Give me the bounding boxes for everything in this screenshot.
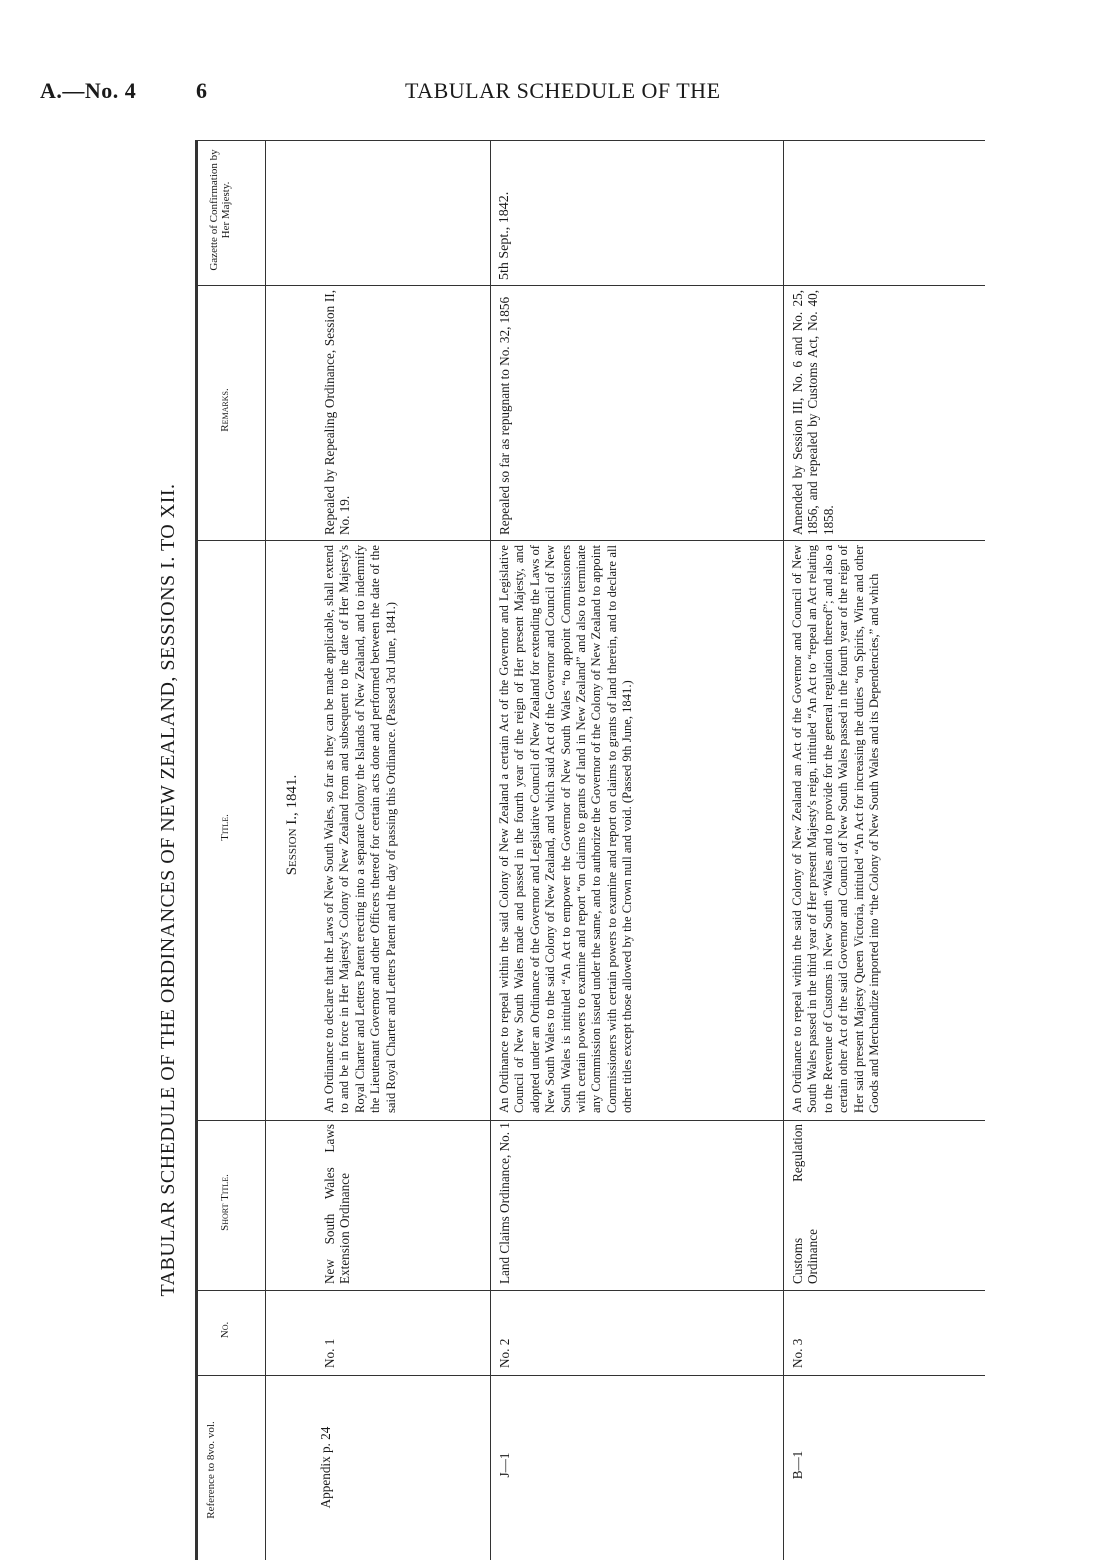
table-title-vertical: TABULAR SCHEDULE OF THE ORDINANCES OF NEW ZEALAND, SESSIONS I. TO XII.: [157, 483, 179, 1297]
row1-title: An Ordinance to declare that the Laws of New South Wales, so far as they can be made applicable, shall extend to and be in force in Her Majesty's Colony of New Zealand from and subsequent to the date of Her Majesty's Royal Charter and Letters Patent erecting into a separate Colony the Islands of New Zealand, and to indemnify the Lieutenant Governor and other Officers thereof for certain acts done and performed between the date of the said Royal Charter and Letters Patent and the day of passing this Ordinance. (Passed 3rd June, 1841.): [322, 545, 398, 1113]
paper-reference: A.—No. 4: [40, 78, 137, 103]
left-heavy-rule: [195, 140, 198, 1560]
row3-remarks: Amended by Session III, No. 6 and No. 25, 1856, and repealed by Customs Act, No. 40, 1858.: [790, 290, 836, 535]
row3-short-title: Customs Regulation Ordinance: [790, 1124, 821, 1284]
rule-short-title: [195, 1120, 985, 1121]
row1-short-title: New South Wales Laws Extension Ordinance: [322, 1124, 353, 1284]
row-divider-2: [783, 140, 784, 1560]
hdr-title: Title.: [219, 814, 231, 841]
hdr-remarks: Remarks.: [219, 388, 231, 432]
row3-title: An Ordinance to repeal within the said Colony of New Zealand an Act of the Governor and Council of New South Wales passed in the third year of Her present Majesty's reign, intituled “An Act to “repeal an Act relating to the Revenue of Customs in New South “Wales and to provide for the general regulation thereof”; and also a certain other Act of the said Governor and Council of New South Wales passed in the fourth year of the reign of Her said present Majesty Queen Victoria, intituled “An Act for increasing the duties “on Spirits, Wine and other Goods and Merchandize imported into “the Colony of New South Wales and its Dependencies,” and which: [790, 545, 882, 1113]
top-rule: [195, 140, 985, 141]
row3-reference: B—1: [790, 1450, 805, 1480]
row2-remarks: Repealed so far as repugnant to No. 32, 1856: [497, 296, 512, 535]
row2-short-title: Land Claims Ordinance, No. 1: [497, 1122, 512, 1284]
row-divider-1: [490, 140, 491, 1560]
row1-reference: Appendix p. 24: [318, 1426, 333, 1509]
rule-ref-no: [195, 1375, 985, 1376]
running-title: TABULAR SCHEDULE OF THE: [405, 78, 721, 103]
header-divider: [265, 140, 266, 1560]
row3-no: No. 3: [790, 1338, 805, 1368]
row2-no: No. 2: [497, 1338, 512, 1368]
rule-no-short: [195, 1290, 985, 1291]
row1-no: No. 1: [322, 1338, 337, 1368]
rule-title-remarks: [195, 540, 985, 541]
page-number: 6: [196, 78, 208, 103]
hdr-gazette: Gazette of Confirmation by Her Majesty.: [208, 149, 232, 271]
hdr-no: No.: [219, 1321, 231, 1339]
row2-gazette: 5th Sept., 1842.: [497, 191, 512, 280]
rule-remarks-gazette: [195, 285, 985, 286]
hdr-reference: Reference to 8vo. vol.: [205, 1421, 217, 1519]
hdr-short-title: Short Title.: [219, 1174, 231, 1231]
row2-title: An Ordinance to repeal within the said Colony of New Zealand a certain Act of the Governor and Legislative Council of New South Wales made and passed in the fourth year of the reign of Her present Majesty, and adopted under an Ordinance of the Governor and Legislative Council of New Zealand for extending the Laws of New South Wales to the said Colony of New Zealand, and which said Act of the Governor and Council of New South Wales is intituled “An Act to empower the Governor of New South Wales “to appoint Commissioners with certain powers to examine and report “on claims to grants of land in New Zealand” and also to terminate any Commission issued under the same, and to authorize the Governor of the Colony of New Zealand to appoint Commissioners with certain powers to examine and report on claims to grants of land therein, and to declare all other titles except those allowed by the Crown null and void. (Passed 9th June, 1841.): [497, 545, 635, 1113]
row1-remarks: Repealed by Repealing Ordinance, Session II, No. 19.: [322, 290, 353, 535]
session-heading: Session I., 1841.: [284, 774, 300, 876]
row2-reference: J—1: [497, 1452, 512, 1478]
